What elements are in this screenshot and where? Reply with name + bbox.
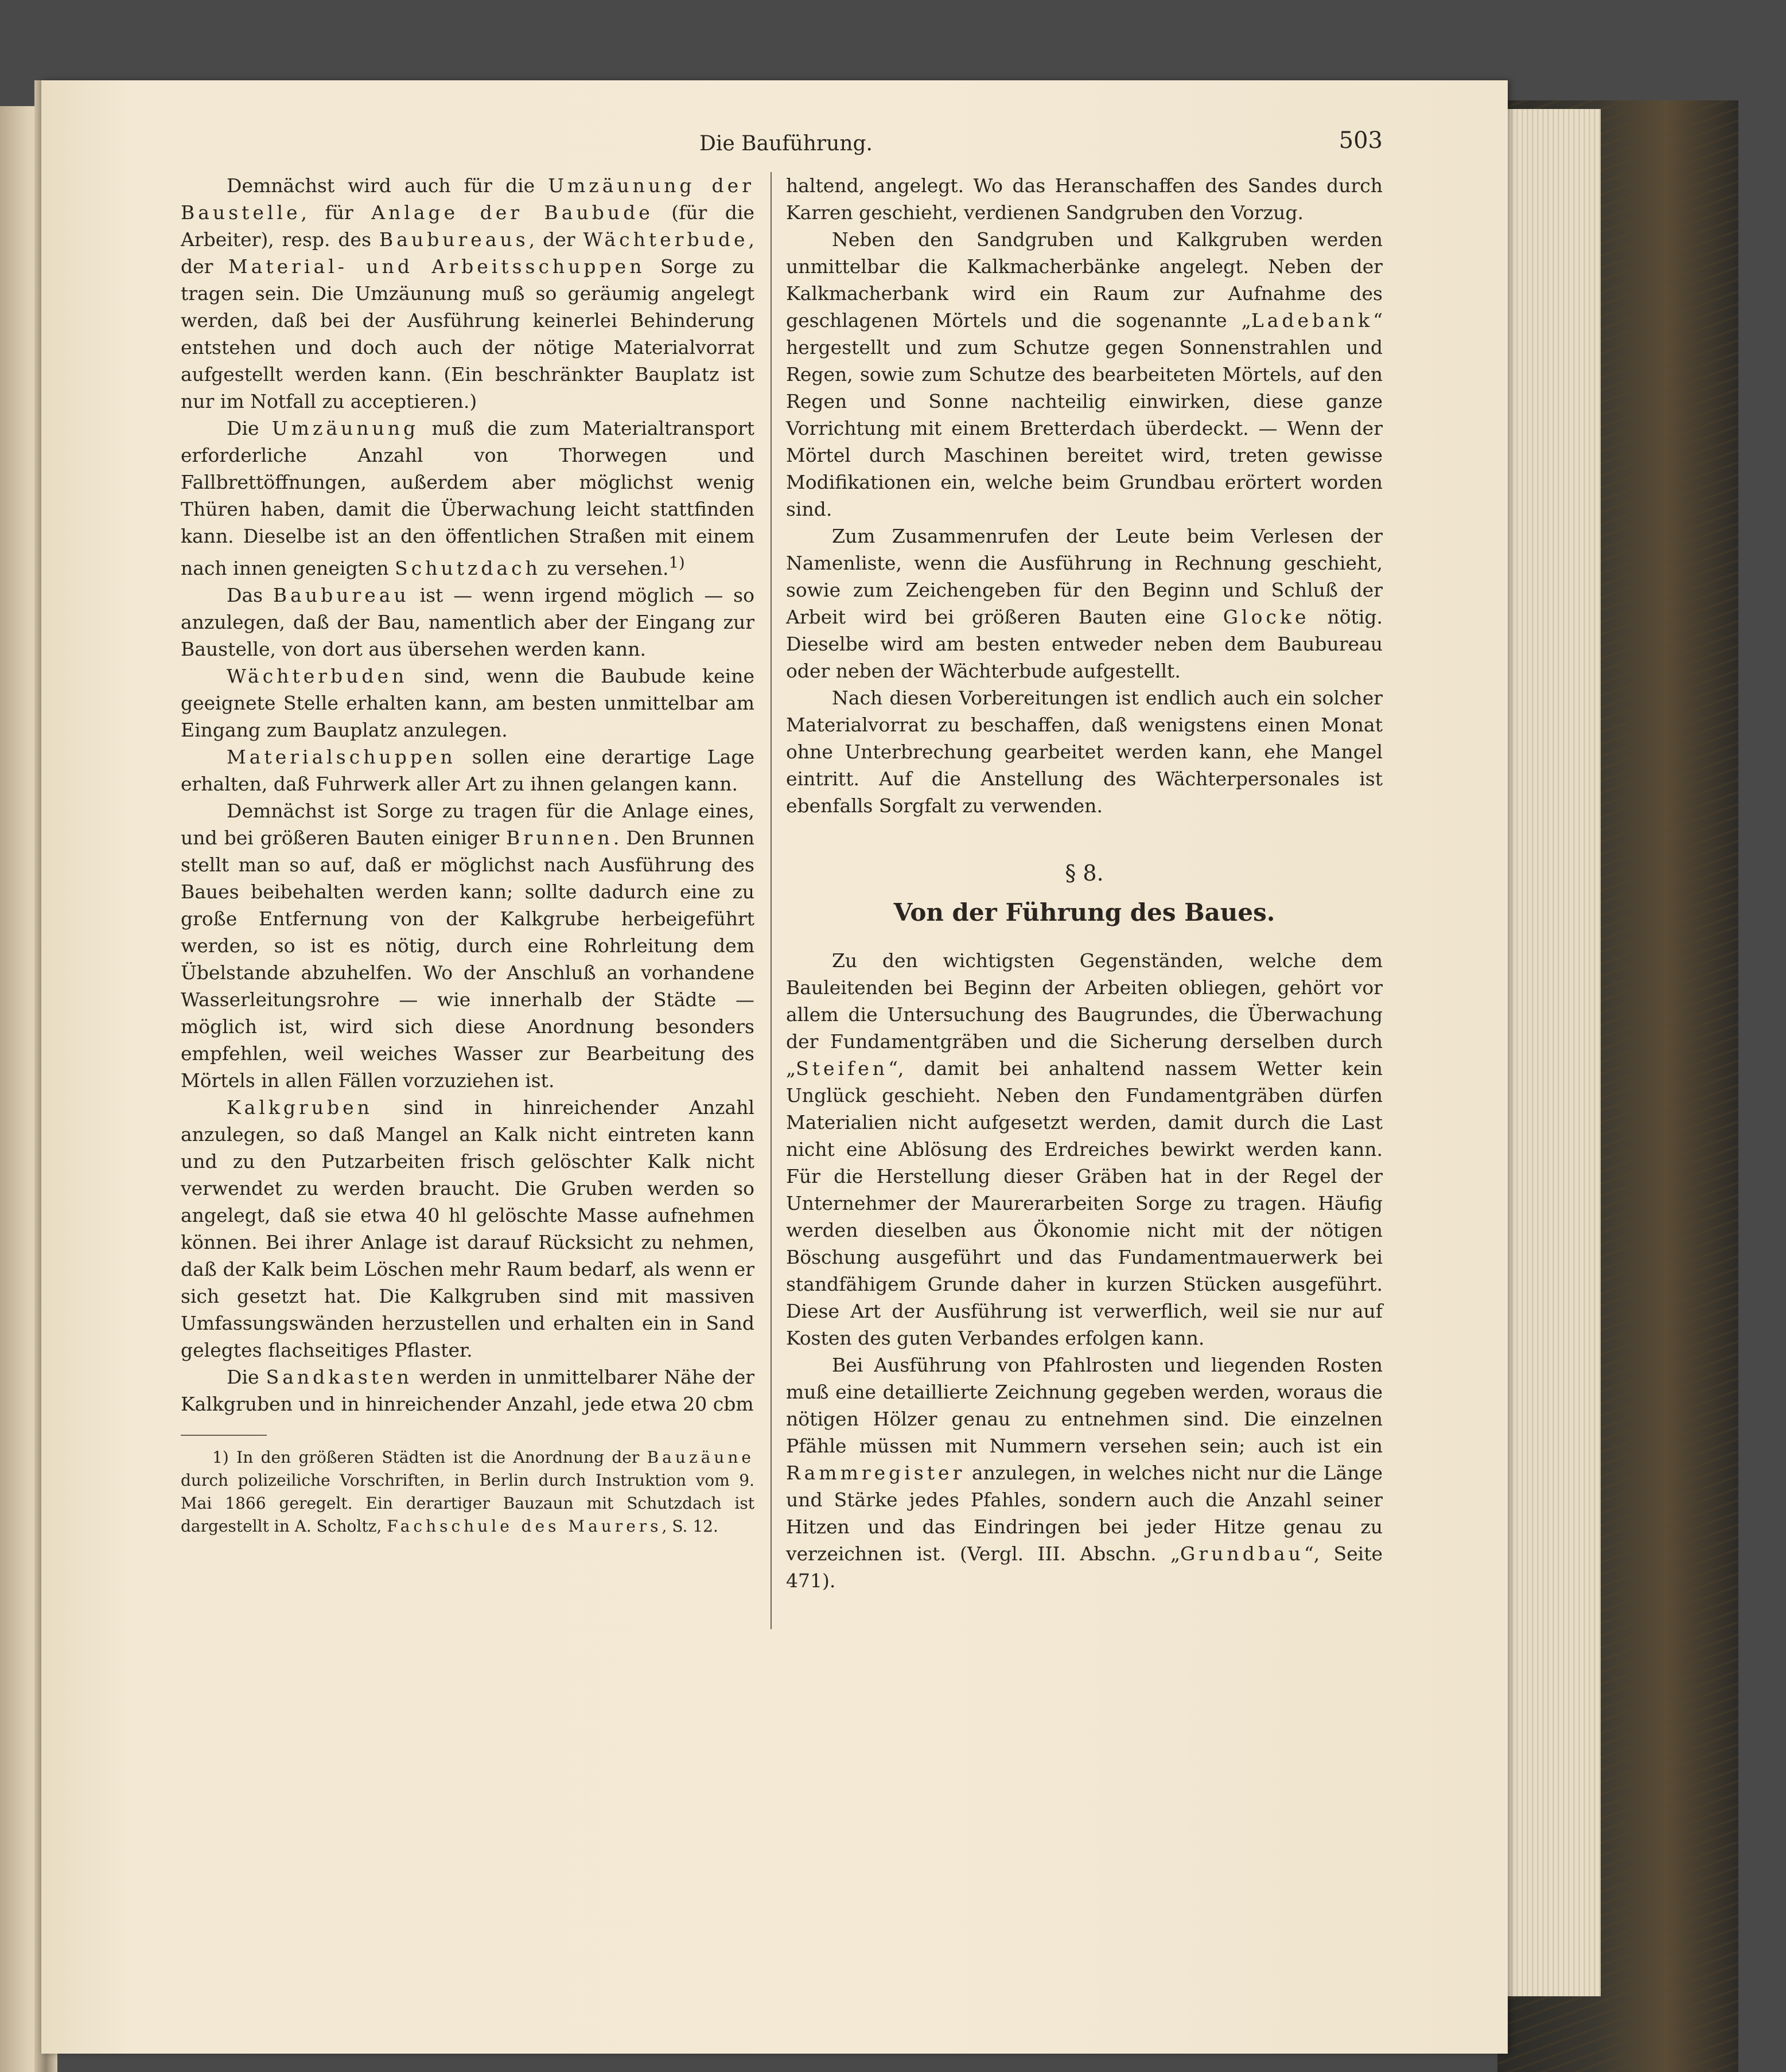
paragraph-material-supply: Nach diesen Vorbereitungen ist endlich auch ein solcher Materialvorrat zu beschaffen, daß wenigstens einen Monat ohne Unterbrechung gearbeitet werden kann, ehe Mangel eintritt. Auf die Anstellung des Wächterpersonales ist ebenfalls Sorgfalt zu verwenden. xyxy=(786,687,1383,817)
right-column xyxy=(786,172,1383,1594)
column-divider xyxy=(771,172,772,1629)
page-number: 503 xyxy=(1338,127,1383,154)
section-title: Von der Führung des Baues. xyxy=(893,898,1275,926)
paragraph-guard-huts: Wächterbuden sind, wenn die Baubude keine geeignete Stelle erhalten kann, am besten unmittelbar am Eingang zum Bauplatz anzulegen. xyxy=(181,665,754,741)
paragraph-bell: Zum Zusammenrufen der Leute beim Verlesen der Namenliste, wenn die Ausführung in Rechnung geschieht, sowie zum Zeichengeben für den Beginn und Schluß der Arbeit wird bei größeren Bauten eine Glocke nötig. Dieselbe wird am besten entweder neben dem Baubureau oder neben der Wächterbude aufgestellt. xyxy=(786,525,1383,682)
paragraph-site-office: Das Baubureau ist — wenn irgend möglich — so anzulegen, daß der Bau, namentlich aber der Eingang zur Baustelle, von dort aus übersehen werden kann. xyxy=(181,584,754,660)
footnote: 1) In den größeren Städten ist die Anordnung der Bauzäune durch polizeiliche Vorschriften, in Berlin durch Instruktion vom 9. Mai 1866 geregelt. Ein derartiger Bauzaun mit Schutzdach ist dargestellt in A. Scholtz, Fachschule des Maurers, S. 12. xyxy=(181,1448,754,1536)
paragraph-lime-pits: Kalkgruben sind in hinreichender Anzahl anzulegen, so daß Mangel an Kalk nicht eintreten kann und zu den Putzarbeiten frisch gelöschter Kalk nicht verwendet zu werden braucht. Die Gruben werden so angelegt, daß sie etwa 40 hl gelöschte Masse aufnehmen können. Bei ihrer Anlage ist darauf Rücksicht zu nehmen, daß der Kalk beim Löschen mehr Raum bedarf, als wenn er sich gesetzt hat. Die Kalkgruben sind mit massiven Umfassungswänden herzustellen und erhalten ein in Sand gelegtes flachseitiges Pflaster. xyxy=(181,1096,754,1361)
paragraph-mortar-benches: Neben den Sandgruben und Kalkgruben werden unmittelbar die Kalkmacherbänke angelegt. Neben der Kalkmacherbank wird ein Raum zur Aufnahme des geschlagenen Mörtels und die sogenannte „Ladebank“ hergestellt und zum Schutze gegen Sonnenstrahlen und Regen, sowie zum Schutze des bearbeiteten Mörtels, auf den Regen und Sonne nachteilig einwirken, diese ganze Vorrichtung mit einem Bretterdach überdeckt. — Wenn der Mörtel durch Maschinen bereitet wird, treten gewisse Modifikationen ein, welche beim Grundbau erörtert worden sind. xyxy=(786,228,1383,520)
page-stack-edge xyxy=(1503,109,1601,1996)
paragraph-fence: Die Umzäunung muß die zum Materialtransport erforderliche Anzahl von Thorwegen und Fallbrettöffnungen, außerdem aber möglichst wenig Thüren haben, damit die Überwachung leicht stattfinden kann. Dieselbe ist an den öffentlichen Straßen mit einem nach innen geneigten Schutzdach zu versehen.$^{1)}$ xyxy=(181,417,754,579)
left-column xyxy=(181,172,754,1538)
paragraph-material-sheds: Materialschuppen sollen eine derartige Lage erhalten, daß Fuhrwerk aller Art zu ihnen gelangen kann. xyxy=(181,746,754,795)
paragraph-sand-continuation: haltend, angelegt. Wo das Heranschaffen des Sandes durch Karren geschieht, verdienen Sandgruben den Vorzug. xyxy=(786,174,1383,224)
paragraph-enclosure: Demnächst wird auch für die Umzäunung der Baustelle, für Anlage der Baubude (für die Arbeiter), resp. des Baubureaus, der Wächterbude, der Material- und Arbeitsschuppen Sorge zu tragen sein. Die Umzäunung muß so geräumig angelegt werden, daß bei der Ausführung keinerlei Behinderung entstehen und doch auch der nötige Materialvorrat aufgestellt werden kann. (Ein beschränkter Bauplatz ist nur im Notfall zu acceptieren.) xyxy=(181,174,755,412)
footnote-marker: 1) xyxy=(668,554,685,572)
paragraph-foundation-trenches: Zu den wichtigsten Gegenständen, welche dem Bauleitenden bei Beginn der Arbeiten obliegen, gehört vor allem die Untersuchung des Baugrundes, die Überwachung der Fundamentgräben und die Sicherung derselben durch „Steifen“, damit bei anhaltend nassem Wetter kein Unglück geschieht. Neben den Fundamentgräben dürfen Materialien nicht aufgesetzt werden, damit durch die Last nicht eine Ablösung des Erdreiches bewirkt werden kann. Für die Herstellung dieser Gräben hat in der Regel der Unternehmer der Maurerarbeiten Sorge zu tragen. Häufig werden dieselben aus Ökonomie nicht mit der nötigen Böschung ausgeführt und das Fundamentmauerwerk bei standfähigem Grunde daher in kurzen Stücken ausgeführt. Diese Art der Ausführung ist verwerflich, weil sie nur auf Kosten des guten Verbandes erfolgen kann. xyxy=(786,949,1383,1349)
footnote-rule xyxy=(181,1435,267,1436)
paragraph-sand-boxes: Die Sandkasten werden in unmittelbarer Nähe der Kalkgruben und in hinreichender Anzahl, jede etwa 20 cbm xyxy=(181,1366,755,1415)
paragraph-pile-grids: Bei Ausführung von Pfahlrosten und liegenden Rosten muß eine detaillierte Zeichnung gegeben werden, woraus die nötigen Hölzer genau zu entnehmen sind. Die einzelnen Pfähle müssen mit Nummern versehen sein; auch ist ein Rammregister anzulegen, in welches nicht nur die Länge und Stärke jedes Pfahles, sondern auch die Anzahl seiner Hitzen und das Eindringen bei jeder Hitze genau zu verzeichnen ist. (Vergl. III. Abschn. „Grundbau“, Seite 471). xyxy=(786,1354,1383,1592)
section-number: § 8. xyxy=(1065,860,1104,886)
paragraph-wells: Demnächst ist Sorge zu tragen für die Anlage eines, und bei größeren Bauten einiger Brunnen. Den Brunnen stellt man so auf, daß er möglichst nach Ausführung des Baues beibehalten werden kann; sollte dadurch eine zu große Entfernung von der Kalkgrube herbeigeführt werden, so ist es nötig, durch eine Rohrleitung dem Übelstande abzuhelfen. Wo der Anschluß an vorhandene Wasserleitungsrohre — wie innerhalb der Städte — möglich ist, wird sich diese Anordnung besonders empfehlen, weil weiches Wasser zur Bearbeitung des Mörtels in allen Fällen vorzuziehen ist. xyxy=(181,800,755,1092)
running-head: Die Bauführung. xyxy=(699,132,873,155)
